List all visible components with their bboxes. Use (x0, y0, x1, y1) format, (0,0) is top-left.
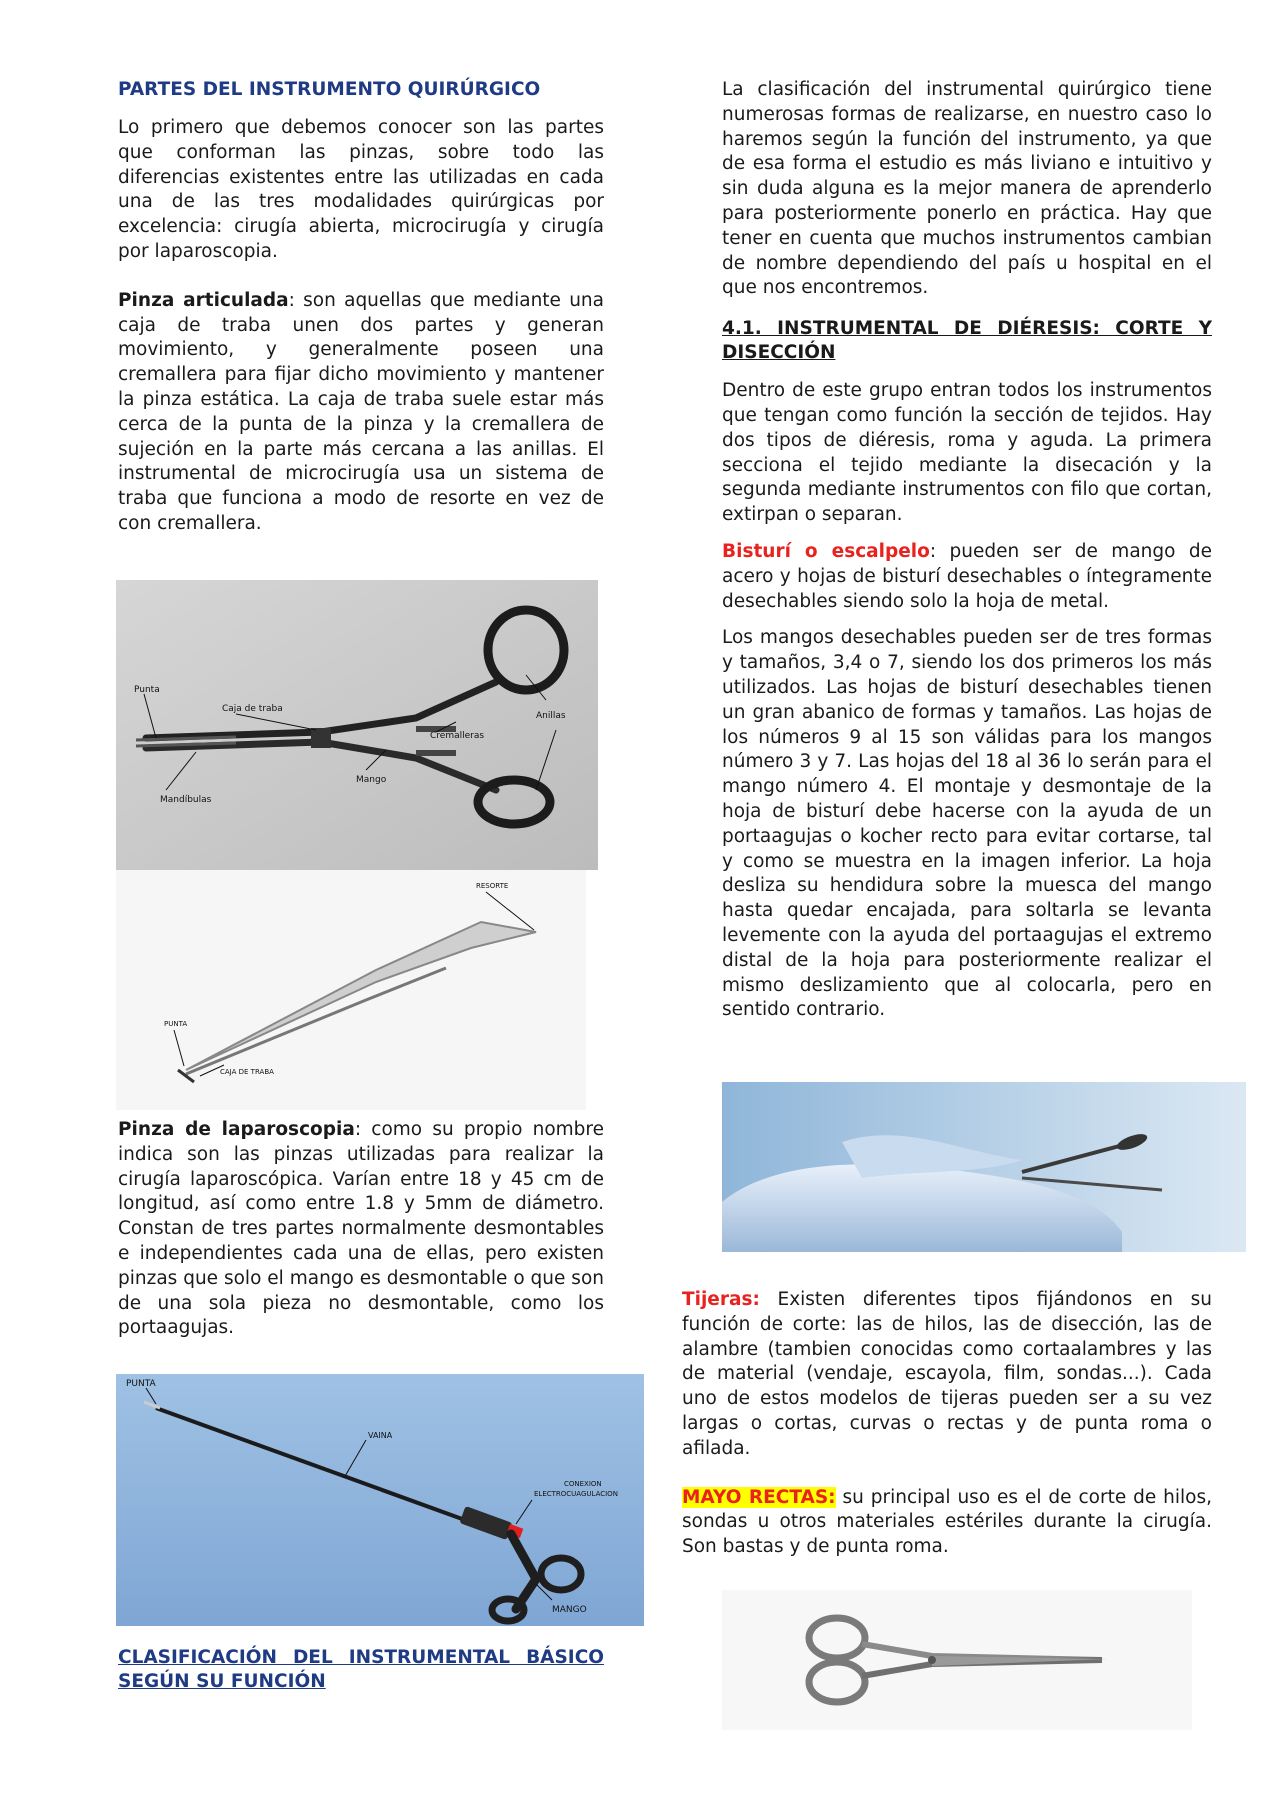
label-mango: Mango (356, 775, 387, 785)
bisturi-paragraph (722, 540, 1212, 614)
label-lap-vaina: VAINA (368, 1431, 393, 1440)
right-column-lower (682, 1288, 1212, 1560)
label-caja-de-traba: Caja de traba (222, 704, 283, 714)
mayo-paragraph (682, 1486, 1212, 1560)
dieresis-paragraph: Dentro de este grupo entran todos los instrumentos que tengan como función la sección de tejidos. Hay dos tipos de diéresis, roma y aguda. La primera secciona el tejido mediante la disecación y la segunda mediante instrumentos con filo que cortan, extirpan o separan. (722, 380, 1212, 526)
tijeras-paragraph (682, 1288, 1212, 1462)
label-micro-caja: CAJA DE TRABA (220, 1068, 274, 1076)
mangos-paragraph: Los mangos desechables pueden ser de tres formas y tamaños, 3,4 o 7, siendo los dos primeros los más utilizados. Las hojas de bisturí desechables tienen un gran abanico de formas y tamaños. Las hojas de los números 9 al 15 son válidas para los mangos número 3 y 7. Las hojas del 18 al 36 lo serán para el mango número 4. El montaje y desmontaje de la hoja de bisturí debe hacerse con la ayuda de un portaagujas o kocher recto para evitar cortarse, tal y como se muestra en la imagen inferior. La hoja desliza su hendidura sobre la muesca del mango hasta quedar encajada, para soltarla se levanta levemente con la ayuda del portaagujas el extremo distal de la hoja para posteriormente realizar el mismo deslizamiento que al colocarla, pero en sentido contrario. (722, 627, 1212, 1021)
gloved-hand-figure (722, 1082, 1246, 1252)
label-lap-punta: PUNTA (126, 1379, 156, 1389)
label-micro-punta: PUNTA (164, 1020, 188, 1028)
intro-paragraph: Lo primero que debemos conocer son las partes que conforman las pinzas, sobre todo las diferencias existentes entre las utilizadas en cada una de las tres modalidades quirúrgicas por excelencia: cirugía abierta, microcirugía y cirugía por laparoscopia. (118, 117, 604, 262)
clamp-figure (116, 580, 598, 870)
pinza-articulada-text: : son aquellas que mediante una caja de traba unen dos partes y generan movimiento, y generalmente poseen una cremallera para fijar dicho movimiento y mantener la pinza estática. La caja de traba suele estar más cerca de la punta de la pinza y la cremallera de sujeción en la parte más cercana a las anillas. El instrumental de microcirugía usa un sistema de traba que funciona a modo de resorte en vez de con cremallera. (118, 289, 604, 534)
pinza-laparoscopia-term: Pinza de laparoscopia (118, 1119, 355, 1140)
heading-dieresis: 4.1. INSTRUMENTAL DE DIÉRESIS: CORTE Y DISECCIÓN (722, 318, 1212, 364)
clasificacion-intro-paragraph: La clasificación del instrumental quirúrgico tiene numerosas formas de realizarse, en nuestro caso lo haremos según la función del instrumento, ya que de esa forma el estudio es más liviano e intuitivo y sin duda alguna es la mejor manera de aprenderlo para posteriormente ponerlo en práctica. Hay que tener en cuenta que muchos instrumentos cambian de nombre dependiendo del país u hospital en el que nos encontremos. (722, 79, 1212, 299)
label-resorte: RESORTE (476, 882, 509, 890)
micro-tweezer-figure (116, 870, 586, 1110)
laparoscopic-forceps-figure (116, 1374, 644, 1626)
right-column (722, 78, 1212, 1023)
left-column-lower (118, 1118, 604, 1341)
heading-clasificacion: CLASIFICACIÓN DEL INSTRUMENTAL BÁSICO SEGÚN SU FUNCIÓN (118, 1647, 604, 1692)
pinza-laparoscopia-text: : como su propio nombre indica son las pinzas utilizadas para realizar la cirugía laparoscópica. Varían entre 18 y 45 cm de longitud, así como entre 1.8 y 5mm de diámetro. Constan de tres partes normalmente desmontables e independientes cada una de ellas, pero existen pinzas que solo el mango es desmontable o que son de una sola pieza no desmontable, como los portaagujas. (118, 1119, 604, 1339)
mayo-text: su principal uso es el de corte de hilos, sondas u otros materiales estériles durante la cirugía. Son bastas y de punta roma. (682, 1486, 1212, 1558)
left-column (118, 78, 604, 537)
mayo-scissors-figure (722, 1590, 1192, 1730)
pinza-articulada-term: Pinza articulada (118, 289, 289, 311)
left-column-bottom (118, 1646, 604, 1694)
label-anillas: Anillas (536, 711, 566, 721)
label-cremalleras: Cremalleras (430, 731, 485, 741)
label-mandibulas: Mandíbulas (160, 795, 212, 805)
pinza-articulada-paragraph (118, 289, 604, 537)
bisturi-term: Bisturí o escalpelo (722, 540, 930, 562)
pinza-laparoscopia-paragraph (118, 1118, 604, 1341)
tijeras-text: Existen diferentes tipos fijándonos en su función de corte: las de hilos, las de disección, las de alambre (tambien conocidas como cortaalambres y las de material (vendaje, escayola, film, sondas...). Cada uno de estos modelos de tijeras pueden ser a su vez largas o cortas, curvas o rectas y de punta roma o afilada. (682, 1289, 1212, 1459)
mayo-term: MAYO RECTAS: (682, 1486, 836, 1508)
label-lap-conexion: CONEXION (564, 1480, 602, 1488)
heading-partes: PARTES DEL INSTRUMENTO QUIRÚRGICO (118, 79, 541, 100)
tijeras-term: Tijeras: (682, 1289, 760, 1310)
label-lap-electrocuagulacion: ELECTROCUAGULACION (534, 1490, 618, 1498)
label-punta: Punta (134, 685, 160, 695)
label-lap-mango: MANGO (552, 1605, 587, 1615)
bisturi-text: : pueden ser de mango de acero y hojas de bisturí desechables o íntegramente desechables siendo solo la hoja de metal. (722, 540, 1213, 612)
